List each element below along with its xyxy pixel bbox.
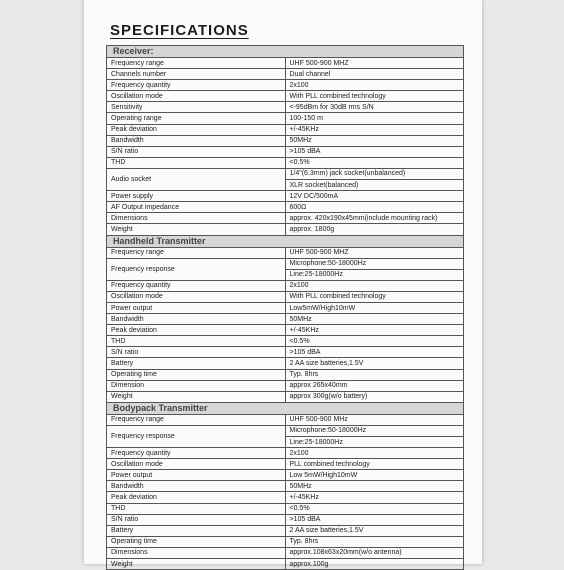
spec-row xyxy=(107,358,464,369)
spec-value: Line:25-18000Hz xyxy=(285,437,464,448)
spec-label: Peak deviation xyxy=(107,492,286,503)
spec-label: S/N ratio xyxy=(107,146,286,157)
section-heading: Receiver: xyxy=(107,46,464,58)
spec-row xyxy=(107,492,464,503)
spec-value: approx. 420x190x45mm(include mounting rack) xyxy=(285,213,464,224)
spec-value: 1/4"(6.3mm) jack socket(unbalanced) xyxy=(285,168,464,179)
spec-sheet xyxy=(84,0,482,568)
spec-value: +/-45KHz xyxy=(285,124,464,135)
section-header-row xyxy=(107,235,464,247)
spec-row xyxy=(107,369,464,380)
spec-row xyxy=(107,459,464,470)
spec-label: Frequency range xyxy=(107,247,286,258)
spec-value: UHF 500-900 MHZ xyxy=(285,247,464,258)
spec-value: approx 300g(w/o battery) xyxy=(285,391,464,402)
spec-row xyxy=(107,80,464,91)
spec-row xyxy=(107,481,464,492)
spec-label: S/N ratio xyxy=(107,347,286,358)
section-heading: Bodypack Transmitter xyxy=(107,402,464,414)
spec-label: Oscillation mode xyxy=(107,91,286,102)
spec-row xyxy=(107,135,464,146)
spec-label: Sensitivity xyxy=(107,102,286,113)
spec-row xyxy=(107,191,464,202)
spec-value: With PLL combined technology xyxy=(285,91,464,102)
spec-value: 50MHz xyxy=(285,135,464,146)
spec-row xyxy=(107,336,464,347)
spec-label: Power output xyxy=(107,470,286,481)
spec-row xyxy=(107,58,464,69)
spec-label: Bandwidth xyxy=(107,481,286,492)
spec-value: Typ. 8hrs xyxy=(285,536,464,547)
spec-row xyxy=(107,514,464,525)
spec-row xyxy=(107,258,464,269)
spec-row xyxy=(107,448,464,459)
spec-label: THD xyxy=(107,157,286,168)
spec-row xyxy=(107,113,464,124)
spec-value: <0.5% xyxy=(285,503,464,514)
spec-label: Battery xyxy=(107,525,286,536)
section-header-row xyxy=(107,46,464,58)
spec-label: S/N ratio xyxy=(107,514,286,525)
page-title: SPECIFICATIONS xyxy=(110,22,249,39)
spec-value: 12V DC/500mA xyxy=(285,191,464,202)
spec-row xyxy=(107,69,464,80)
spec-label: Frequency quantity xyxy=(107,280,286,291)
spec-value: <0.5% xyxy=(285,336,464,347)
spec-value: Low5mW/High10mW xyxy=(285,302,464,313)
spec-value: 50MHz xyxy=(285,481,464,492)
spec-value: approx 265x40mm xyxy=(285,380,464,391)
spec-row xyxy=(107,168,464,179)
spec-value: Dual channel xyxy=(285,69,464,80)
spec-label: Frequency response xyxy=(107,425,286,447)
spec-row xyxy=(107,503,464,514)
spec-value: 2 AA size batteries,1.5V xyxy=(285,525,464,536)
spec-value: Line:25-18000Hz xyxy=(285,269,464,280)
spec-label: Oscillation mode xyxy=(107,459,286,470)
spec-label: Audio socket xyxy=(107,168,286,190)
spec-value: XLR socket(balanced) xyxy=(285,180,464,191)
spec-row xyxy=(107,314,464,325)
spec-label: Power output xyxy=(107,302,286,313)
spec-label: Weight xyxy=(107,224,286,235)
section-heading: Handheld Transmitter xyxy=(107,235,464,247)
spec-label: THD xyxy=(107,336,286,347)
spec-label: Frequency response xyxy=(107,258,286,280)
spec-label: Dimensions xyxy=(107,213,286,224)
spec-row xyxy=(107,347,464,358)
spec-value: approx.108x63x20mm(w/o antenna) xyxy=(285,547,464,558)
spec-row xyxy=(107,124,464,135)
spec-label: Power supply xyxy=(107,191,286,202)
spec-label: Peak deviation xyxy=(107,124,286,135)
spec-value: UHF 500-900 MHz xyxy=(285,414,464,425)
spec-label: Oscillation mode xyxy=(107,291,286,302)
spec-label: Dimension xyxy=(107,380,286,391)
spec-value: 100-150 m xyxy=(285,113,464,124)
spec-value: >105 dBA xyxy=(285,347,464,358)
spec-value: <-95dBm for 30dB rms S/N xyxy=(285,102,464,113)
spec-label: Weight xyxy=(107,391,286,402)
spec-row xyxy=(107,224,464,235)
spec-row xyxy=(107,470,464,481)
spec-value: PLL combined technology xyxy=(285,459,464,470)
section-header-row xyxy=(107,402,464,414)
spec-label: Bandwidth xyxy=(107,135,286,146)
spec-value: 2 AA size batteries,1.5V xyxy=(285,358,464,369)
spec-row xyxy=(107,291,464,302)
spec-row xyxy=(107,157,464,168)
spec-value: With PLL combined technology xyxy=(285,291,464,302)
spec-value: >105 dBA xyxy=(285,146,464,157)
spec-label: Frequency range xyxy=(107,414,286,425)
spec-label: Bandwidth xyxy=(107,314,286,325)
spec-value: Typ. 8hrs xyxy=(285,369,464,380)
spec-value: 600Ω xyxy=(285,202,464,213)
spec-row xyxy=(107,525,464,536)
spec-value: +/-45KHz xyxy=(285,492,464,503)
spec-row xyxy=(107,213,464,224)
spec-label: THD xyxy=(107,503,286,514)
spec-value: +/-45KHz xyxy=(285,325,464,336)
spec-label: Dimensions xyxy=(107,547,286,558)
spec-label: Frequency quantity xyxy=(107,448,286,459)
spec-label: Operating time xyxy=(107,536,286,547)
spec-row xyxy=(107,536,464,547)
spec-label: Operating time xyxy=(107,369,286,380)
spec-value: 2x100 xyxy=(285,448,464,459)
spec-value: Microphone:50-18000Hz xyxy=(285,258,464,269)
spec-row xyxy=(107,391,464,402)
spec-row xyxy=(107,325,464,336)
spec-label: Peak deviation xyxy=(107,325,286,336)
spec-row xyxy=(107,102,464,113)
spec-label: Frequency range xyxy=(107,58,286,69)
spec-value: Microphone:50-18000Hz xyxy=(285,425,464,436)
spec-value: Low 5mW/High10mW xyxy=(285,470,464,481)
spec-row xyxy=(107,414,464,425)
spec-value: UHF 500-900 MHZ xyxy=(285,58,464,69)
spec-label: Battery xyxy=(107,358,286,369)
spec-row xyxy=(107,559,464,570)
spec-row xyxy=(107,91,464,102)
spec-table xyxy=(106,45,464,570)
spec-label: Frequency quantity xyxy=(107,80,286,91)
spec-table-body xyxy=(107,46,464,570)
spec-value: 2x100 xyxy=(285,80,464,91)
spec-label: Operating range xyxy=(107,113,286,124)
spec-label: AF Output impedance xyxy=(107,202,286,213)
spec-value: 2x100 xyxy=(285,280,464,291)
spec-value: >105 dBA xyxy=(285,514,464,525)
spec-row xyxy=(107,302,464,313)
spec-value: approx.100g xyxy=(285,559,464,570)
spec-value: <0.5% xyxy=(285,157,464,168)
spec-value: 50MHz xyxy=(285,314,464,325)
spec-row xyxy=(107,247,464,258)
spec-row xyxy=(107,547,464,558)
spec-label: Weight xyxy=(107,559,286,570)
spec-label: Channels number xyxy=(107,69,286,80)
spec-row xyxy=(107,146,464,157)
spec-row xyxy=(107,425,464,436)
spec-value: approx. 1800g xyxy=(285,224,464,235)
spec-row xyxy=(107,280,464,291)
spec-row xyxy=(107,380,464,391)
spec-row xyxy=(107,202,464,213)
